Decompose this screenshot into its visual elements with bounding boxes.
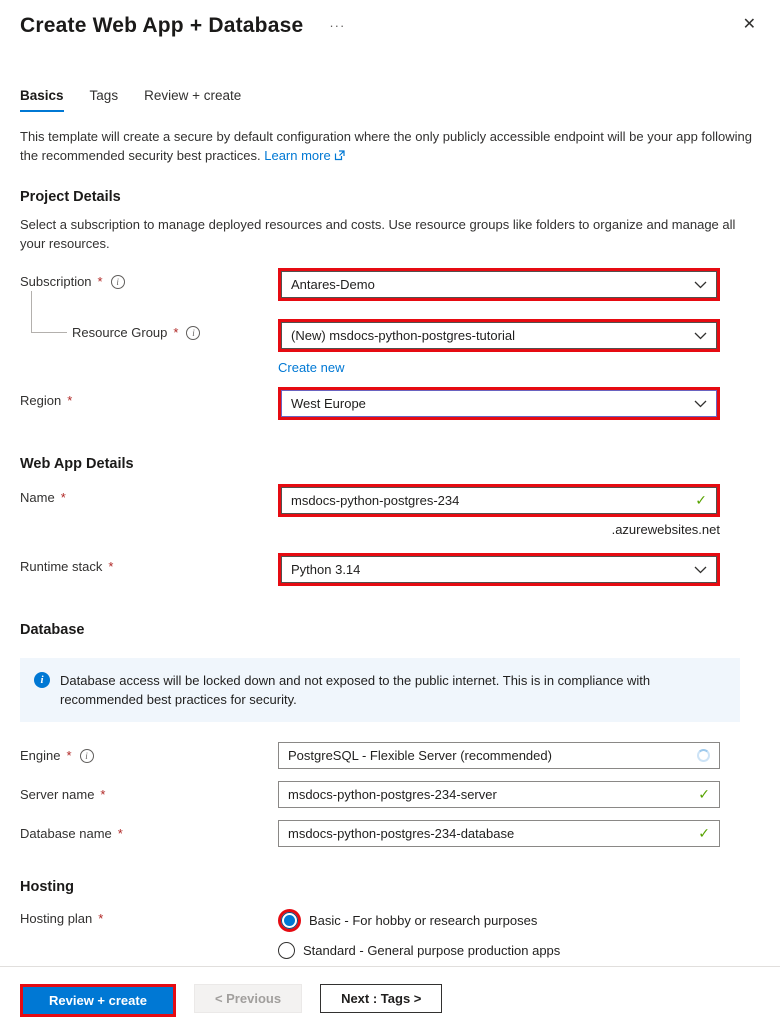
valid-check-icon: ✓: [698, 786, 710, 802]
required-marker: *: [108, 559, 114, 574]
required-marker: *: [60, 490, 66, 505]
banner-info-icon: i: [34, 672, 50, 688]
required-marker: *: [100, 787, 106, 802]
database-name-label: Database name: [20, 826, 112, 841]
page-title: Create Web App + Database: [20, 14, 304, 37]
engine-label: Engine: [20, 748, 61, 763]
tree-connector: [31, 291, 67, 333]
subscription-row: [20, 268, 760, 301]
annotation-highlight: [278, 484, 720, 517]
server-name-row: [20, 781, 760, 808]
runtime-stack-row: [20, 553, 760, 586]
database-name-input[interactable]: msdocs-python-postgres-234-database ✓: [278, 820, 720, 847]
engine-dropdown[interactable]: PostgreSQL - Flexible Server (recommended): [278, 742, 720, 769]
external-link-icon: [334, 150, 345, 161]
annotation-highlight: [278, 319, 720, 352]
review-create-button[interactable]: Review + create: [23, 987, 173, 1014]
name-label: Name: [20, 490, 55, 505]
chevron-down-icon: [694, 566, 707, 574]
chevron-down-icon: [694, 400, 707, 408]
info-banner: [20, 658, 740, 722]
hosting-plan-label: Hosting plan: [20, 911, 93, 926]
section-project-details: Project Details: [20, 189, 121, 205]
info-icon[interactable]: i: [111, 275, 125, 289]
engine-row: [20, 742, 760, 769]
radio-selected-icon[interactable]: [281, 912, 298, 929]
chevron-down-icon: [694, 281, 707, 289]
subscription-label: Subscription: [20, 274, 92, 289]
radio-unselected-icon[interactable]: [278, 942, 295, 959]
chevron-down-icon: [694, 332, 707, 340]
valid-check-icon: ✓: [698, 825, 710, 841]
region-dropdown[interactable]: West Europe: [281, 390, 717, 417]
tab-review-create[interactable]: Review + create: [144, 88, 242, 103]
next-tags-button[interactable]: Next : Tags >: [320, 984, 442, 1013]
hosting-plan-option-standard[interactable]: Standard - General purpose production apps: [278, 942, 720, 959]
required-marker: *: [66, 748, 72, 763]
annotation-highlight: [20, 984, 176, 1017]
tab-basics[interactable]: Basics: [20, 88, 64, 112]
previous-button[interactable]: < Previous: [194, 984, 302, 1013]
valid-check-icon: ✓: [695, 492, 707, 508]
hosting-plan-row: [20, 905, 760, 969]
loading-spinner-icon: [697, 749, 710, 762]
annotation-highlight: [278, 909, 301, 932]
region-label: Region: [20, 393, 62, 408]
section-web-app-details: Web App Details: [20, 456, 134, 472]
tab-bar: [20, 88, 760, 112]
required-marker: *: [117, 826, 123, 841]
hosting-plan-option-basic[interactable]: Basic - For hobby or research purposes: [278, 909, 720, 932]
required-marker: *: [97, 274, 103, 289]
subscription-dropdown[interactable]: Antares-Demo: [281, 271, 717, 298]
name-row: [20, 484, 760, 517]
required-marker: *: [98, 911, 104, 926]
intro-description: This template will create a secure by default configuration where the only publicly accessible endpoint will be your app following the recommended security best practices.: [20, 129, 753, 163]
section-hosting: Hosting: [20, 879, 74, 895]
annotation-highlight: [278, 553, 720, 586]
resource-group-row: [20, 319, 760, 375]
annotation-highlight: [278, 268, 720, 301]
info-icon[interactable]: i: [186, 326, 200, 340]
section-database: Database: [20, 622, 85, 638]
info-icon[interactable]: i: [80, 749, 94, 763]
footer-action-bar: [0, 966, 780, 1032]
tab-tags[interactable]: Tags: [89, 88, 119, 103]
banner-text: Database access will be locked down and not exposed to the public internet. This is in compliance with recommended best practices for security.: [60, 673, 651, 707]
dialog-header: [0, 0, 780, 38]
region-row: [20, 387, 760, 420]
close-icon[interactable]: ✕: [742, 16, 756, 33]
annotation-highlight: [278, 387, 720, 420]
intro-text: [20, 127, 760, 165]
server-name-label: Server name: [20, 787, 95, 802]
runtime-stack-dropdown[interactable]: Python 3.14: [281, 556, 717, 583]
database-name-row: [20, 820, 760, 847]
runtime-stack-label: Runtime stack: [20, 559, 103, 574]
learn-more-link[interactable]: Learn more: [264, 148, 344, 163]
name-input[interactable]: msdocs-python-postgres-234 ✓: [281, 487, 717, 514]
required-marker: *: [67, 393, 73, 408]
domain-suffix: .azurewebsites.net: [611, 522, 720, 537]
resource-group-dropdown[interactable]: (New) msdocs-python-postgres-tutorial: [281, 322, 717, 349]
server-name-input[interactable]: msdocs-python-postgres-234-server ✓: [278, 781, 720, 808]
create-new-link[interactable]: Create new: [278, 360, 345, 375]
project-details-description: Select a subscription to manage deployed resources and costs. Use resource groups like folders to organize and manage all your resources.: [20, 217, 736, 251]
more-options-icon[interactable]: ···: [329, 18, 346, 33]
resource-group-label: Resource Group: [72, 325, 168, 340]
required-marker: *: [173, 325, 179, 340]
